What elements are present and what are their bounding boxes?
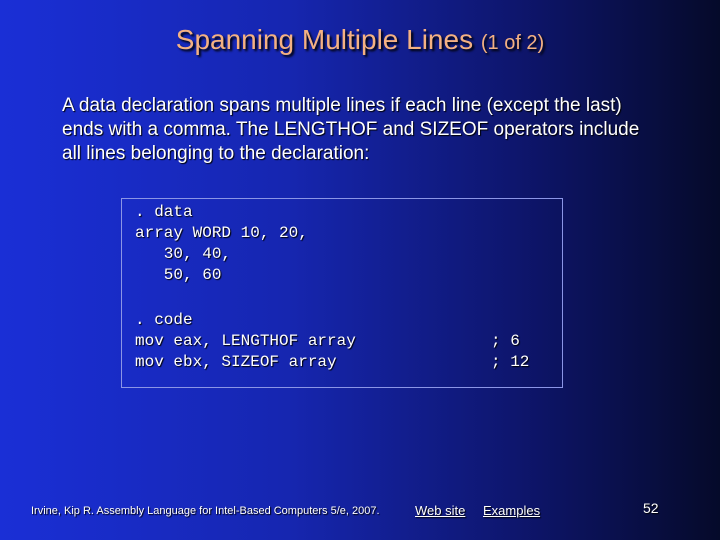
code-line-mov-ebx: mov ebx, SIZEOF array: [135, 353, 337, 371]
code-line-data-directive: . data: [135, 203, 193, 221]
code-block: [121, 198, 563, 388]
code-line-array-cont-2: 50, 60: [135, 266, 222, 284]
examples-link[interactable]: Examples: [483, 503, 541, 518]
slide-title-suffix: (1 of 2): [480, 32, 545, 54]
code-comment-lengthof: ; 6: [491, 332, 520, 350]
code-line-array-cont-1: 30, 40,: [135, 245, 232, 263]
website-link[interactable]: Web site: [415, 503, 466, 518]
slide-title: [0, 24, 720, 56]
code-line-array-decl: array WORD 10, 20,: [135, 224, 308, 242]
slide-title-main: Spanning Multiple Lines: [175, 24, 474, 55]
code-line-code-directive: . code: [135, 311, 193, 329]
page-number: 52: [643, 500, 659, 516]
footer-citation: Irvine, Kip R. Assembly Language for Intel-Based Computers 5/e, 2007.: [31, 505, 380, 517]
slide-body-text: A data declaration spans multiple lines if each line (except the last) ends with a comma. The LENGTHOF and SIZEOF operators include all lines belonging to the declaration:: [62, 95, 640, 164]
code-line-mov-eax: mov eax, LENGTHOF array: [135, 332, 356, 350]
code-comment-sizeof: ; 12: [491, 353, 530, 371]
